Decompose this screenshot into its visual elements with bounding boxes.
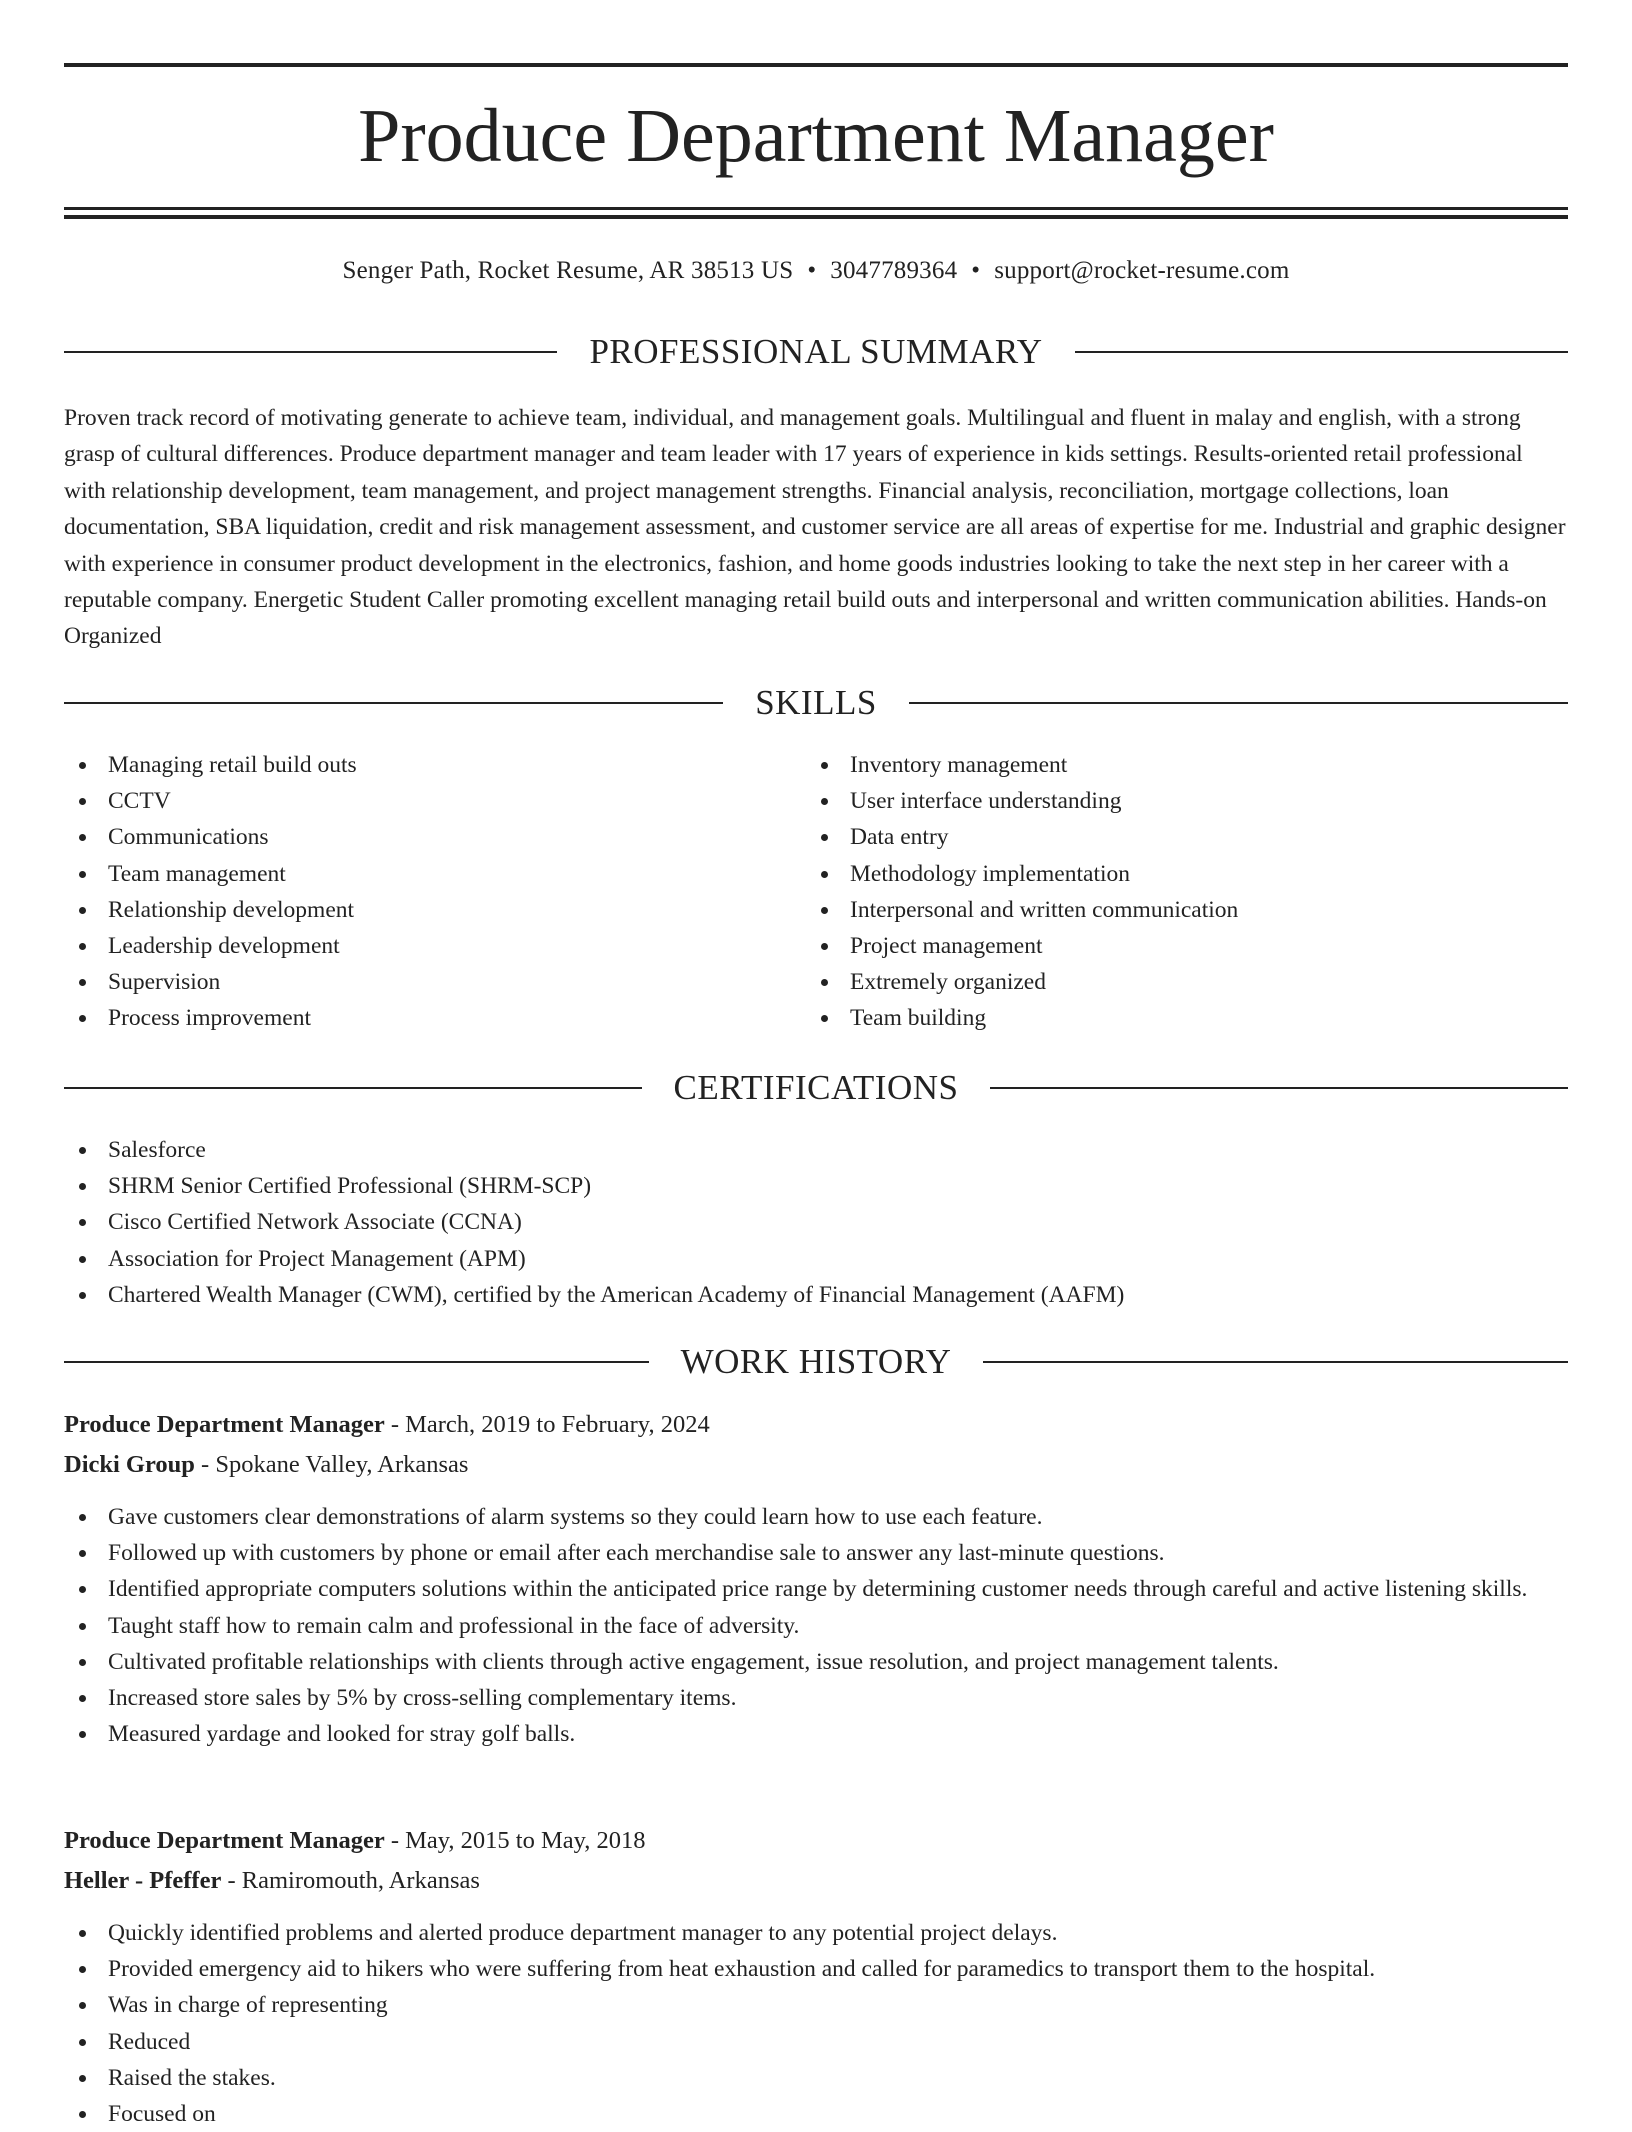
skill-item: Relationship development xyxy=(64,892,764,928)
section-title: SKILLS xyxy=(755,683,877,722)
contact-separator: • xyxy=(971,257,981,284)
job-location: - Ramiromouth, Arkansas xyxy=(221,1867,480,1894)
contact-separator: • xyxy=(807,257,817,284)
job-bullet: Cultivated profitable relationships with clients through active engagement, issue resolution, and project management talents. xyxy=(64,1644,1568,1680)
skill-item: Methodology implementation xyxy=(806,856,1506,892)
skills-list-left xyxy=(64,747,764,1037)
skill-item: Interpersonal and written communication xyxy=(806,892,1506,928)
job-bullet: Identified appropriate computers solutions within the anticipated price range by determining customer needs through careful and active listening skills. xyxy=(64,1571,1568,1607)
job-title: Produce Department Manager xyxy=(64,1827,385,1854)
heading-rule xyxy=(64,351,557,353)
job-bullet: Reduced xyxy=(64,2024,1568,2060)
certifications-list xyxy=(64,1132,1568,1313)
heading-rule xyxy=(64,702,723,704)
skill-item: Extremely organized xyxy=(806,964,1506,1000)
job-bullets xyxy=(64,1499,1568,1752)
contact-email: support@rocket-resume.com xyxy=(994,257,1290,284)
heading-rule xyxy=(990,1087,1568,1089)
contact-line xyxy=(64,253,1568,289)
skill-item: Inventory management xyxy=(806,747,1506,783)
skill-item: Communications xyxy=(64,819,764,855)
header-bottom-rule xyxy=(64,207,1568,210)
job-bullet: Gave customers clear demonstrations of alarm systems so they could learn how to use each feature. xyxy=(64,1499,1568,1535)
job-location: - Spokane Valley, Arkansas xyxy=(194,1451,469,1478)
section-heading-summary xyxy=(64,330,1568,374)
contact-phone: 3047789364 xyxy=(830,257,958,284)
skill-item: Managing retail build outs xyxy=(64,747,764,783)
job-bullet: Raised the stakes. xyxy=(64,2060,1568,2096)
skill-item: CCTV xyxy=(64,783,764,819)
job-company: Dicki Group xyxy=(64,1451,195,1478)
skill-item: Team building xyxy=(806,1000,1506,1036)
job-bullets xyxy=(64,1915,1568,2132)
certification-item: Association for Project Management (APM) xyxy=(64,1241,1568,1277)
heading-rule xyxy=(64,1361,649,1363)
section-title: WORK HISTORY xyxy=(680,1342,952,1381)
job-title: Produce Department Manager xyxy=(64,1411,385,1438)
header-bottom-rule-2 xyxy=(64,215,1568,219)
section-heading-work-history xyxy=(64,1340,1568,1384)
skill-item: Leadership development xyxy=(64,928,764,964)
certification-item: Cisco Certified Network Associate (CCNA) xyxy=(64,1204,1568,1240)
job-bullet: Measured yardage and looked for stray golf balls. xyxy=(64,1716,1568,1752)
job-bullet: Followed up with customers by phone or email after each merchandise sale to answer any last-minute questions. xyxy=(64,1535,1568,1571)
resume-title: Produce Department Manager xyxy=(358,94,1274,178)
job-bullet: Provided emergency aid to hikers who were suffering from heat exhaustion and called for paramedics to transport them to the hospital. xyxy=(64,1951,1568,1987)
job-bullet: Taught staff how to remain calm and professional in the face of adversity. xyxy=(64,1608,1568,1644)
job-dates: - March, 2019 to February, 2024 xyxy=(384,1411,710,1438)
skill-item: Supervision xyxy=(64,964,764,1000)
job-bullet: Increased store sales by 5% by cross-selling complementary items. xyxy=(64,1680,1568,1716)
job-title-line xyxy=(64,1821,1568,1861)
job-company: Heller - Pfeffer xyxy=(64,1867,222,1894)
section-heading-skills xyxy=(64,681,1568,725)
skill-item: Project management xyxy=(806,928,1506,964)
skill-item: Team management xyxy=(64,856,764,892)
job-company-line xyxy=(64,1861,1568,1901)
certification-item: Chartered Wealth Manager (CWM), certified by the American Academy of Financial Management (AAFM) xyxy=(64,1277,1568,1313)
job-bullet: Quickly identified problems and alerted produce department manager to any potential project delays. xyxy=(64,1915,1568,1951)
heading-rule xyxy=(1075,351,1568,353)
contact-address: Senger Path, Rocket Resume, AR 38513 US xyxy=(342,257,794,284)
certification-item: SHRM Senior Certified Professional (SHRM-SCP) xyxy=(64,1168,1568,1204)
skill-item: Data entry xyxy=(806,819,1506,855)
certification-item: Salesforce xyxy=(64,1132,1568,1168)
heading-rule xyxy=(909,702,1568,704)
job-dates: - May, 2015 to May, 2018 xyxy=(384,1827,646,1854)
job-bullet: Focused on xyxy=(64,2096,1568,2132)
job-company-line xyxy=(64,1445,1568,1485)
job-title-line xyxy=(64,1405,1568,1445)
section-heading-certifications xyxy=(64,1066,1568,1110)
job-bullet: Was in charge of representing xyxy=(64,1987,1568,2023)
skill-item: Process improvement xyxy=(64,1000,764,1036)
skills-list-right xyxy=(806,747,1506,1037)
skill-item: User interface understanding xyxy=(806,783,1506,819)
header-top-rule xyxy=(64,63,1568,67)
section-title: CERTIFICATIONS xyxy=(673,1068,959,1107)
heading-rule xyxy=(983,1361,1568,1363)
section-title: PROFESSIONAL SUMMARY xyxy=(589,332,1043,371)
summary-paragraph: Proven track record of motivating generate to achieve team, individual, and management goals. Multilingual and fluent in malay and english, with a strong grasp of cultural differences. Produce department manager and team leader with 17 years of experience in kids settings. Results-oriented retail professional with relationship development, team management, and project management strengths. Financial analysis, reconciliation, mortgage collections, loan documentation, SBA liquidation, credit and risk management assessment, and customer service are all areas of expertise for me. Industrial and graphic designer with experience in consumer product development in the electronics, fashion, and home goods industries looking to take the next step in her career with a reputable company. Energetic Student Caller promoting excellent managing retail build outs and interpersonal and written communication abilities. Hands-on Organized xyxy=(64,405,1566,650)
heading-rule xyxy=(64,1087,642,1089)
